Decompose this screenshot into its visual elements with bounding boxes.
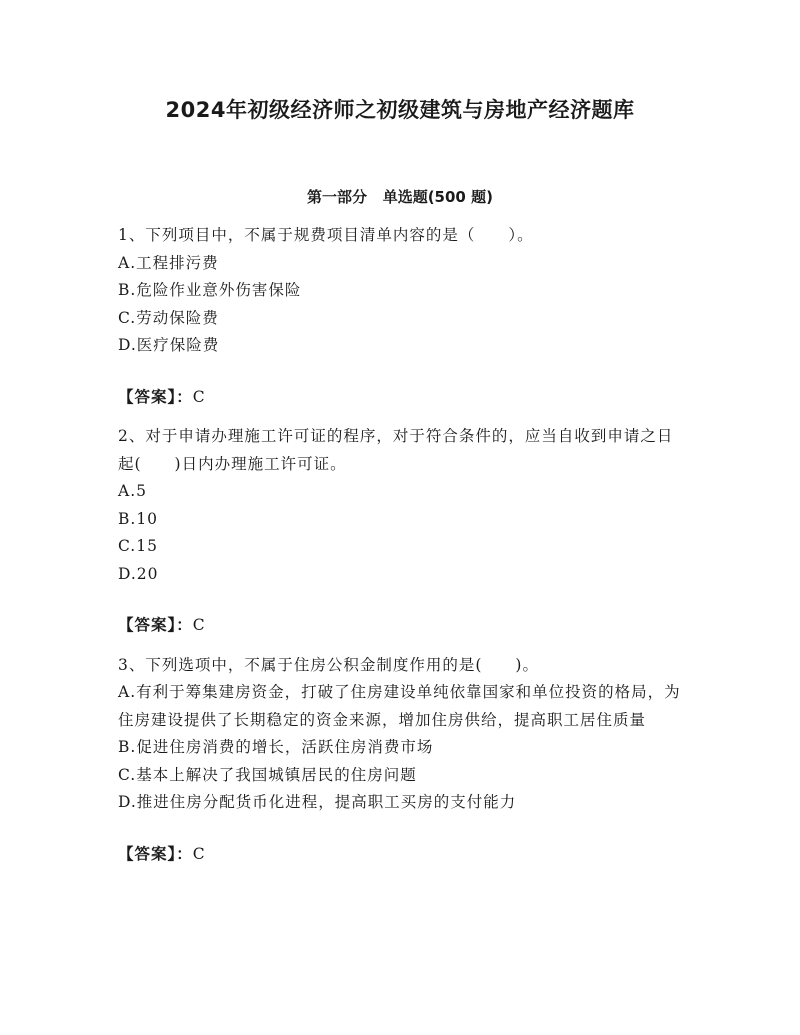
- answer-label: 【答案】：: [118, 615, 193, 634]
- answer-value: C: [192, 844, 206, 863]
- answer-label: 【答案】：: [118, 843, 193, 863]
- option-a: A.有利于筹集建房资金，打破了住房建设单纯依靠国家和单位投资的格局，为住房建设提供了长期稳定的资金来源，增加住房供给，提高职工居住质量: [118, 683, 681, 729]
- question-stem: 1、下列项目中，不属于规费项目清单内容的是（ ）。: [118, 226, 534, 244]
- option-d: D.推进住房分配货币化进程，提高职工买房的支付能力: [118, 793, 517, 811]
- option-list: [118, 478, 688, 588]
- option-b: B.10: [118, 509, 159, 528]
- option-c: C.基本上解决了我国城镇居民的住房问题: [118, 765, 417, 784]
- option-c: C.15: [118, 537, 158, 555]
- question-list: [118, 222, 688, 880]
- answer-value: C: [192, 387, 206, 406]
- answer-line: [118, 383, 688, 412]
- option-b: B.促进住房消费的增长，活跃住房消费市场: [118, 738, 434, 756]
- question-stem: 3、下列选项中，不属于住房公积金制度作用的是( )。: [118, 655, 539, 674]
- answer-label: 【答案】：: [118, 386, 193, 406]
- option-list: [118, 250, 688, 360]
- question-stem: 2、对于申请办理施工许可证的程序，对于符合条件的，应当自收到申请之日起( )日内办理施工许可证。: [118, 427, 674, 473]
- question-item: [118, 423, 688, 640]
- document-title: 2024年初级经济师之初级建筑与房地产经济题库: [165, 98, 635, 122]
- question-item: [118, 652, 688, 869]
- answer-value: C: [192, 616, 206, 634]
- answer-line: [118, 840, 688, 869]
- answer-line: [118, 611, 688, 640]
- option-a: A.5: [118, 482, 147, 500]
- question-item: [118, 222, 688, 411]
- option-b: B.危险作业意外伤害保险: [118, 281, 302, 299]
- option-d: D.医疗保险费: [118, 336, 220, 354]
- option-c: C.劳动保险费: [118, 308, 219, 327]
- option-list: [118, 679, 688, 817]
- option-d: D.20: [118, 564, 159, 583]
- option-a: A.工程排污费: [118, 253, 219, 272]
- section-title: 第一部分 单选题(500 题): [307, 188, 493, 206]
